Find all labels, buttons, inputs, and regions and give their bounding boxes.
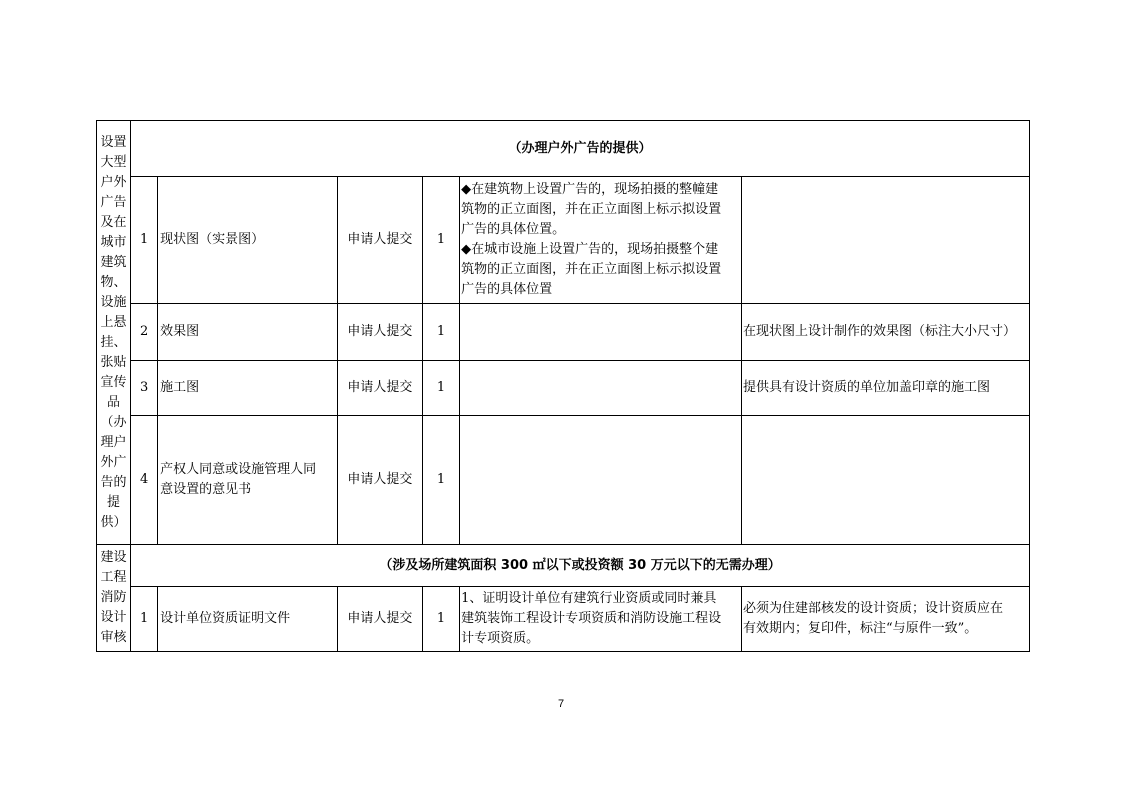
section-side-label: [97, 121, 131, 545]
page-number: 7: [557, 698, 565, 710]
side-label-line: 审核: [100, 630, 127, 645]
requirement: [460, 587, 742, 652]
side-label-line: 建筑: [100, 254, 127, 270]
row-number: 1: [131, 177, 158, 304]
side-label-line: （办: [100, 414, 127, 430]
note-line: 有效期内；复印件，标注“与原件一致”。: [743, 621, 978, 636]
side-label-line: 宣传: [100, 374, 127, 390]
requirement-line: ◆在建筑物上设置广告的，现场拍摄的整幢建: [461, 182, 719, 197]
section-header-row: [97, 545, 1030, 587]
side-label-line: 外广: [100, 454, 127, 470]
side-label-line: 工程: [100, 570, 127, 585]
row-number: 2: [131, 304, 158, 361]
section-title: （办理户外广告的提供）: [131, 121, 1030, 177]
requirement-line: 建筑装饰工程设计专项资质和消防设施工程设: [461, 611, 722, 626]
document-name: 设计单位资质证明文件: [158, 587, 338, 652]
requirement-line: 筑物的正立面图，并在正立面图上标示拟设置: [461, 262, 722, 277]
requirement: [460, 177, 742, 304]
side-label-line: 提: [107, 494, 121, 510]
quantity: 1: [423, 361, 460, 416]
document-name: [158, 416, 338, 545]
side-label-line: 物、: [100, 274, 127, 290]
table-row: [97, 361, 1030, 416]
document-name-line: 意设置的意见书: [160, 482, 252, 497]
requirements-table: [96, 120, 1030, 652]
quantity: 1: [423, 587, 460, 652]
side-label-line: 告的: [100, 474, 127, 490]
note-line: 必须为住建部核发的设计资质；设计资质应在: [743, 601, 1004, 616]
side-label-line: 设计: [100, 610, 127, 625]
requirement-line: 1、证明设计单位有建筑行业资质或同时兼具: [461, 591, 717, 606]
side-label-line: 广告: [100, 194, 127, 210]
side-label-line: 挂、: [100, 334, 127, 350]
requirement-line: 广告的具体位置: [461, 282, 553, 297]
requirement-line: ◆在城市设施上设置广告的，现场拍摄整个建: [461, 242, 719, 257]
document-name: 效果图: [158, 304, 338, 361]
side-label-line: 理户: [100, 434, 127, 450]
section-header-row: [97, 121, 1030, 177]
note: 在现状图上设计制作的效果图（标注大小尺寸）: [742, 304, 1030, 361]
side-label-line: 消防: [100, 590, 127, 605]
table-row: [97, 177, 1030, 304]
note: 提供具有设计资质的单位加盖印章的施工图: [742, 361, 1030, 416]
table-row: [97, 304, 1030, 361]
row-number: 4: [131, 416, 158, 545]
side-label-line: 城市: [100, 234, 127, 250]
document-name: 施工图: [158, 361, 338, 416]
submitter: 申请人提交: [337, 587, 422, 652]
side-label-line: 建设: [100, 550, 127, 565]
table-row: [97, 416, 1030, 545]
submitter: 申请人提交: [337, 416, 422, 545]
quantity: 1: [423, 177, 460, 304]
quantity: 1: [423, 416, 460, 545]
note: [742, 416, 1030, 545]
section-side-label: [97, 545, 131, 652]
side-label-line: 大型: [100, 154, 127, 170]
side-label-line: 品: [107, 394, 121, 410]
requirement: [460, 416, 742, 545]
side-label-line: 设施: [100, 294, 127, 310]
requirement: [460, 361, 742, 416]
submitter: 申请人提交: [337, 304, 422, 361]
requirement-line: 广告的具体位置。: [461, 222, 566, 237]
table-row: [97, 587, 1030, 652]
quantity: 1: [423, 304, 460, 361]
document-name-line: 产权人同意或设施管理人同: [160, 462, 317, 477]
side-label-line: 及在: [100, 214, 127, 230]
note: [742, 177, 1030, 304]
row-number: 3: [131, 361, 158, 416]
row-number: 1: [131, 587, 158, 652]
submitter: 申请人提交: [337, 177, 422, 304]
section-title: （涉及场所建筑面积 300 ㎡以下或投资额 30 万元以下的无需办理）: [131, 545, 1030, 587]
requirement: [460, 304, 742, 361]
side-label-line: 户外: [100, 174, 127, 190]
side-label-line: 供）: [100, 514, 127, 530]
note: [742, 587, 1030, 652]
side-label-line: 上悬: [100, 314, 127, 330]
requirement-line: 计专项资质。: [461, 631, 540, 646]
side-label-line: 张贴: [100, 354, 127, 370]
requirement-line: 筑物的正立面图，并在正立面图上标示拟设置: [461, 202, 722, 217]
document-name: 现状图（实景图）: [158, 177, 338, 304]
submitter: 申请人提交: [337, 361, 422, 416]
side-label-line: 设置: [100, 134, 127, 150]
